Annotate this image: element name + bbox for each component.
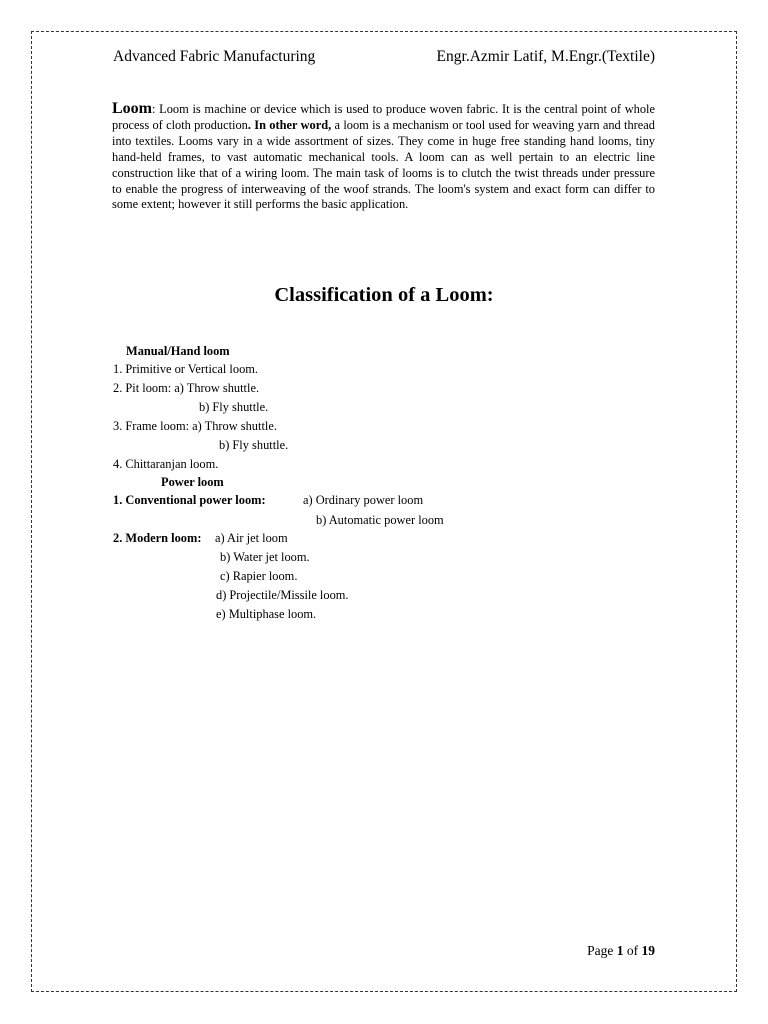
page-current: 1 bbox=[616, 943, 624, 958]
list-item: 3. Frame loom: a) Throw shuttle. bbox=[113, 419, 277, 433]
list-item: c) Rapier loom. bbox=[220, 569, 298, 583]
intro-text-part1: : Loom is machine or device which is used to produce woven fabric. It is the central point of whole process of cloth production bbox=[112, 102, 655, 132]
intro-text-part2: a loom is a mechanism or tool used for weaving yarn and thread into textiles. Looms vary in a wide assortment of sizes. They come in huge free standing hand looms, tiny hand-held frames, to vast automatic mechanical tools. A loom can as well pertain to an electric line construction like that of a wiring loom. The main task of looms is to clutch the twist threads under pressure to enable the progress of interweaving of the woof strands. The loom's system and exact form can differ to some extent; however it still performs the basic application. bbox=[112, 117, 656, 212]
list-item: 4. Chittaranjan loom. bbox=[113, 457, 219, 471]
conventional-loom-label: 1. Conventional power loom: bbox=[113, 493, 266, 507]
list-item: d) Projectile/Missile loom. bbox=[216, 588, 349, 602]
modern-loom-label: 2. Modern loom: bbox=[113, 531, 202, 545]
intro-paragraph bbox=[112, 101, 655, 213]
page-of: of bbox=[623, 943, 642, 958]
list-item: e) Multiphase loom. bbox=[216, 607, 317, 621]
intro-term: Loom bbox=[112, 100, 152, 117]
power-loom-heading: Power loom bbox=[161, 475, 224, 489]
list-item: 2. Pit loom: a) Throw shuttle. bbox=[113, 381, 260, 395]
manual-loom-heading: Manual/Hand loom bbox=[126, 344, 230, 358]
section-title: Classification of a Loom: bbox=[274, 284, 494, 306]
list-item: b) Automatic power loom bbox=[316, 513, 444, 527]
page-number bbox=[587, 943, 655, 959]
header-course-title: Advanced Fabric Manufacturing bbox=[113, 48, 316, 65]
header-author: Engr.Azmir Latif, M.Engr.(Textile) bbox=[436, 48, 655, 65]
list-item: b) Fly shuttle. bbox=[219, 438, 289, 452]
list-item: 1. Primitive or Vertical loom. bbox=[113, 362, 258, 376]
page-total: 19 bbox=[641, 943, 655, 958]
intro-emphasis: . In other word, bbox=[247, 117, 332, 132]
list-item: a) Air jet loom bbox=[215, 531, 288, 545]
page-prefix: Page bbox=[587, 943, 617, 958]
list-item: b) Water jet loom. bbox=[220, 550, 310, 564]
list-item: b) Fly shuttle. bbox=[199, 400, 269, 414]
list-item: a) Ordinary power loom bbox=[303, 493, 424, 507]
